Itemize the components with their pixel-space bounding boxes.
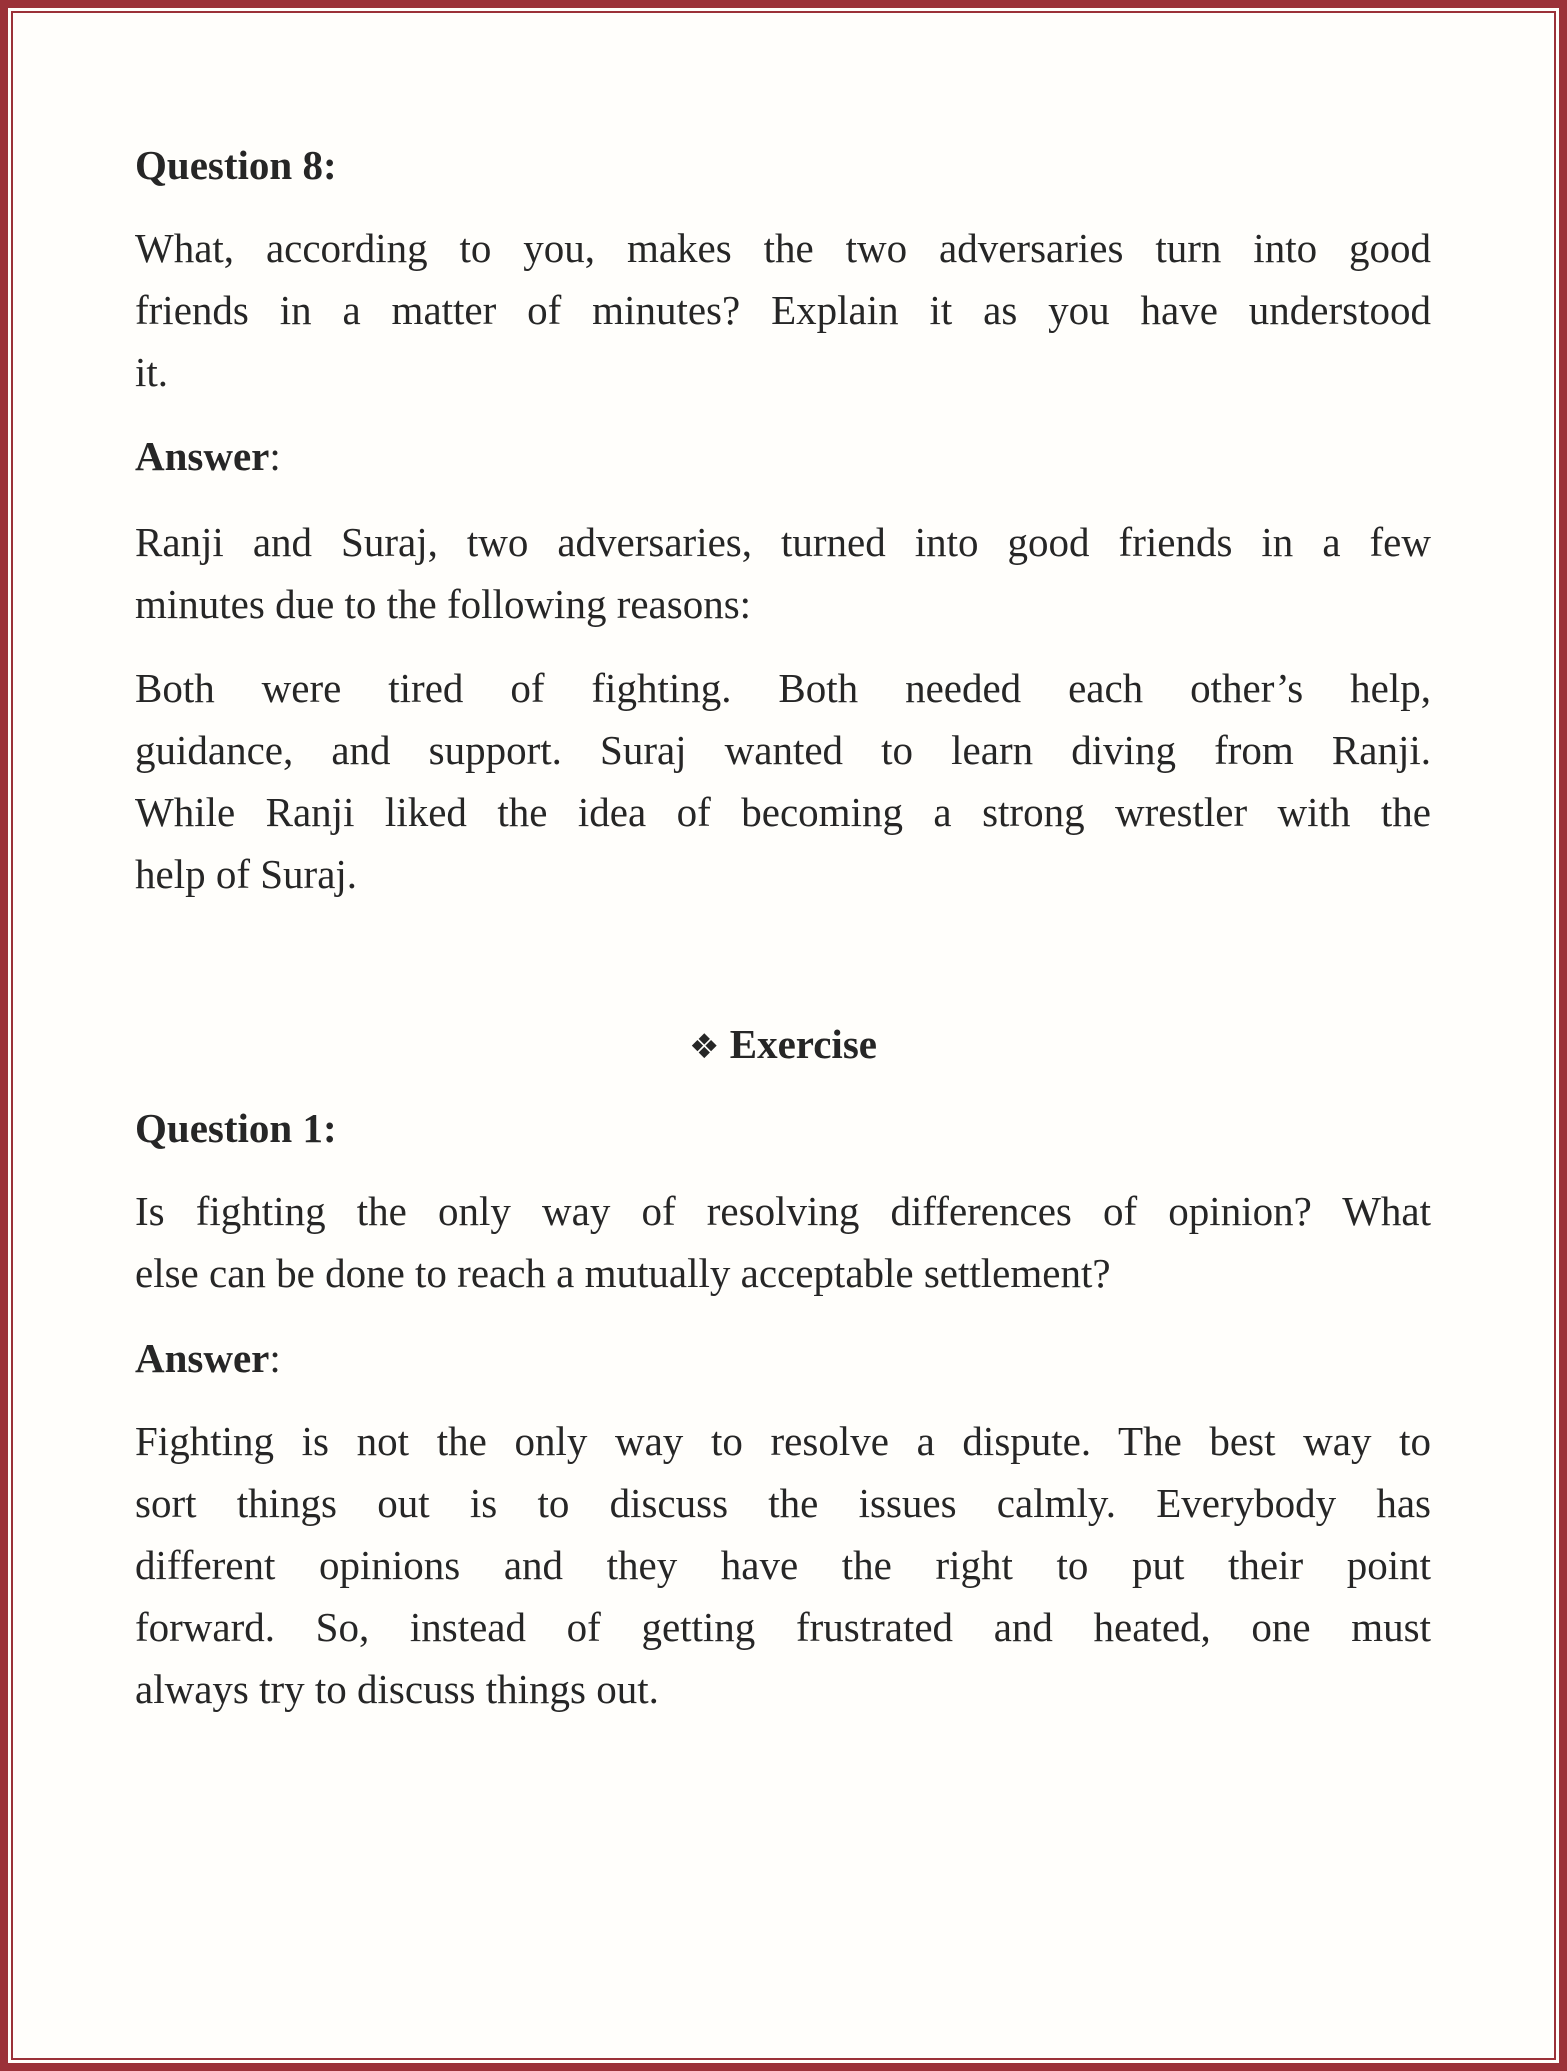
text-line: guidance, and support. Suraj wanted to learn diving from Ranji. (135, 727, 1431, 773)
text-line: it. (135, 349, 169, 395)
answer-colon: : (269, 433, 281, 479)
text-line: Fighting is not the only way to resolve a dispute. The best way to (135, 1418, 1431, 1464)
answer-8-paragraph-1 (135, 511, 1431, 635)
answer-colon: : (269, 1335, 281, 1381)
question-1-heading: Question 1: (135, 1105, 337, 1151)
answer-1-label (135, 1327, 1431, 1389)
text-line: Is fighting the only way of resolving differences of opinion? What (135, 1188, 1431, 1234)
answer-1-paragraph (135, 1410, 1431, 1720)
question-8-text (135, 217, 1431, 403)
text-line: Ranji and Suraj, two adversaries, turned into good friends in a few (135, 519, 1431, 565)
text-line: always try to discuss things out. (135, 1666, 659, 1712)
text-line: else can be done to reach a mutually acceptable settlement? (135, 1250, 1111, 1296)
diamond-bullet-icon: ❖ (689, 1027, 720, 1067)
text-line: sort things out is to discuss the issues calmly. Everybody has (135, 1480, 1431, 1526)
question-1-text (135, 1180, 1431, 1304)
text-line: friends in a matter of minutes? Explain it as you have understood (135, 287, 1431, 333)
exercise-heading (135, 1013, 1431, 1078)
question-8-heading: Question 8: (135, 142, 337, 188)
exercise-title: Exercise (729, 1021, 877, 1067)
answer-label: Answer (135, 433, 270, 479)
answer-label: Answer (135, 1335, 270, 1381)
text-line: help of Suraj. (135, 851, 358, 897)
text-line: What, according to you, makes the two adversaries turn into good (135, 225, 1431, 271)
text-line: Both were tired of fighting. Both needed each other’s help, (135, 665, 1431, 711)
answer-8-label (135, 425, 1431, 487)
text-line: minutes due to the following reasons: (135, 581, 752, 627)
answer-8-paragraph-2 (135, 657, 1431, 905)
text-line: different opinions and they have the right to put their point (135, 1542, 1431, 1588)
text-line: forward. So, instead of getting frustrated and heated, one must (135, 1604, 1431, 1650)
text-line: While Ranji liked the idea of becoming a strong wrestler with the (135, 789, 1431, 835)
